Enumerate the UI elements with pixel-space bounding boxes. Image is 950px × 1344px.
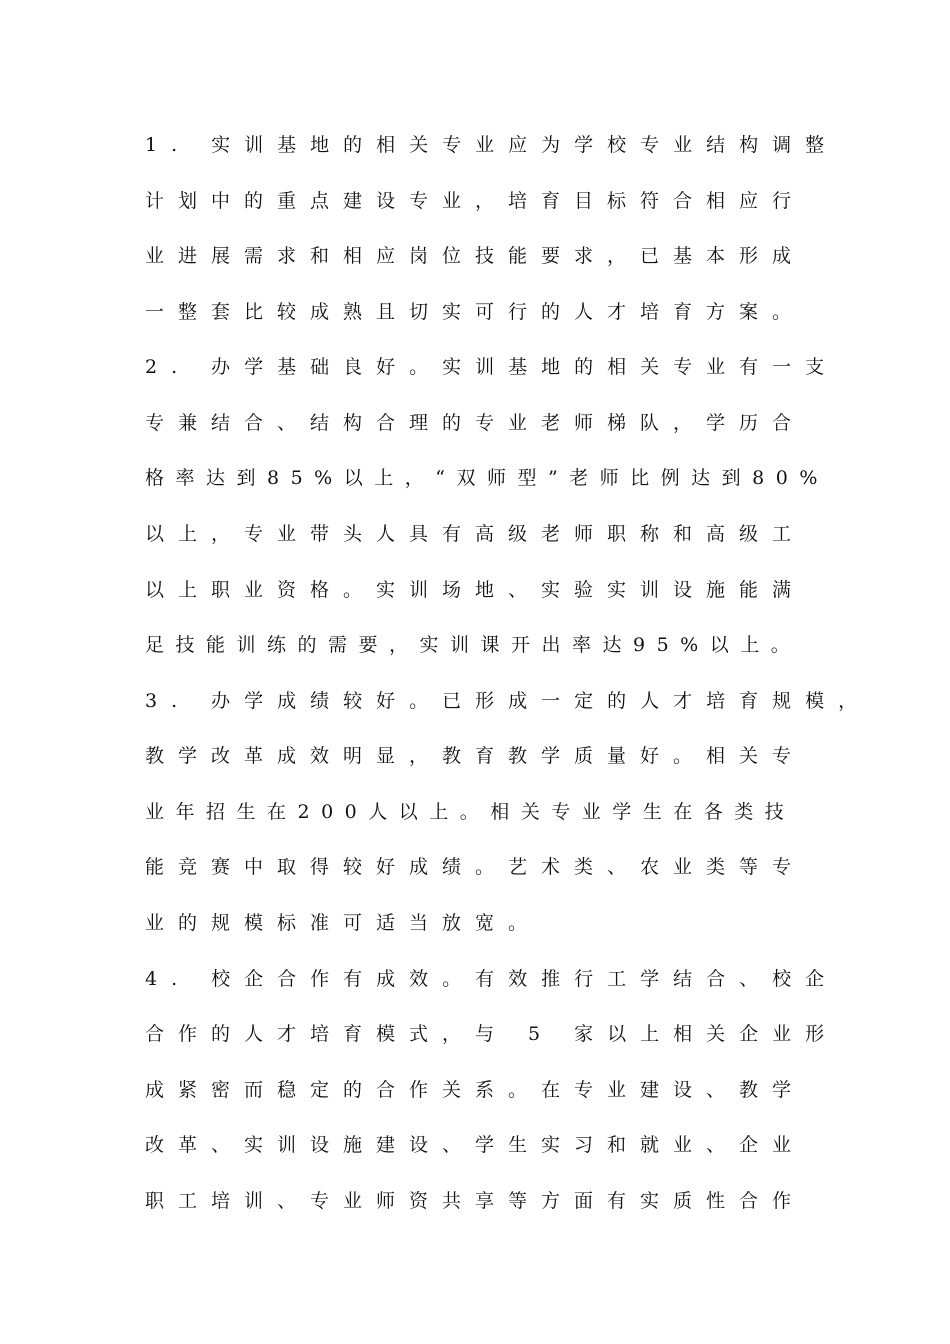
text-line-12: 教学改革成效明显，教育教学质量好。相关专 bbox=[145, 745, 806, 767]
text-line-8: 以上，专业带头人具有高级老师职称和高级工 bbox=[145, 523, 806, 545]
text-line-18: 成紧密而稳定的合作关系。在专业建设、教学 bbox=[145, 1079, 806, 1101]
text-line-10: 足技能训练的需要，实训课开出率达95%以上。 bbox=[145, 634, 802, 656]
text-line-20: 职工培训、专业师资共享等方面有实质性合作 bbox=[145, 1190, 806, 1212]
text-line-11: 3. 办学成绩较好。已形成一定的人才培育规模， bbox=[145, 690, 872, 712]
text-line-7: 格率达到85%以上，“双师型”老师比例达到80% bbox=[145, 467, 829, 489]
text-line-17: 合作的人才培育模式，与 5 家以上相关企业形 bbox=[145, 1023, 839, 1045]
text-line-14: 能竞赛中取得较好成绩。艺术类、农业类等专 bbox=[145, 856, 806, 878]
text-line-6: 专兼结合、结构合理的专业老师梯队，学历合 bbox=[145, 412, 806, 434]
text-line-2: 计划中的重点建设专业，培育目标符合相应行 bbox=[145, 190, 806, 212]
text-line-1: 1. 实训基地的相关专业应为学校专业结构调整 bbox=[145, 134, 839, 156]
text-line-4: 一整套比较成熟且切实可行的人才培育方案。 bbox=[145, 301, 806, 323]
text-line-3: 业进展需求和相应岗位技能要求，已基本形成 bbox=[145, 245, 806, 267]
text-line-9: 以上职业资格。实训场地、实验实训设施能满 bbox=[145, 579, 806, 601]
text-line-5: 2. 办学基础良好。实训基地的相关专业有一支 bbox=[145, 356, 839, 378]
text-line-16: 4. 校企合作有成效。有效推行工学结合、校企 bbox=[145, 968, 839, 990]
text-line-19: 改革、实训设施建设、学生实习和就业、企业 bbox=[145, 1134, 806, 1156]
text-line-13: 业年招生在200人以上。相关专业学生在各类技 bbox=[145, 801, 796, 823]
text-line-15: 业的规模标准可适当放宽。 bbox=[145, 912, 542, 934]
